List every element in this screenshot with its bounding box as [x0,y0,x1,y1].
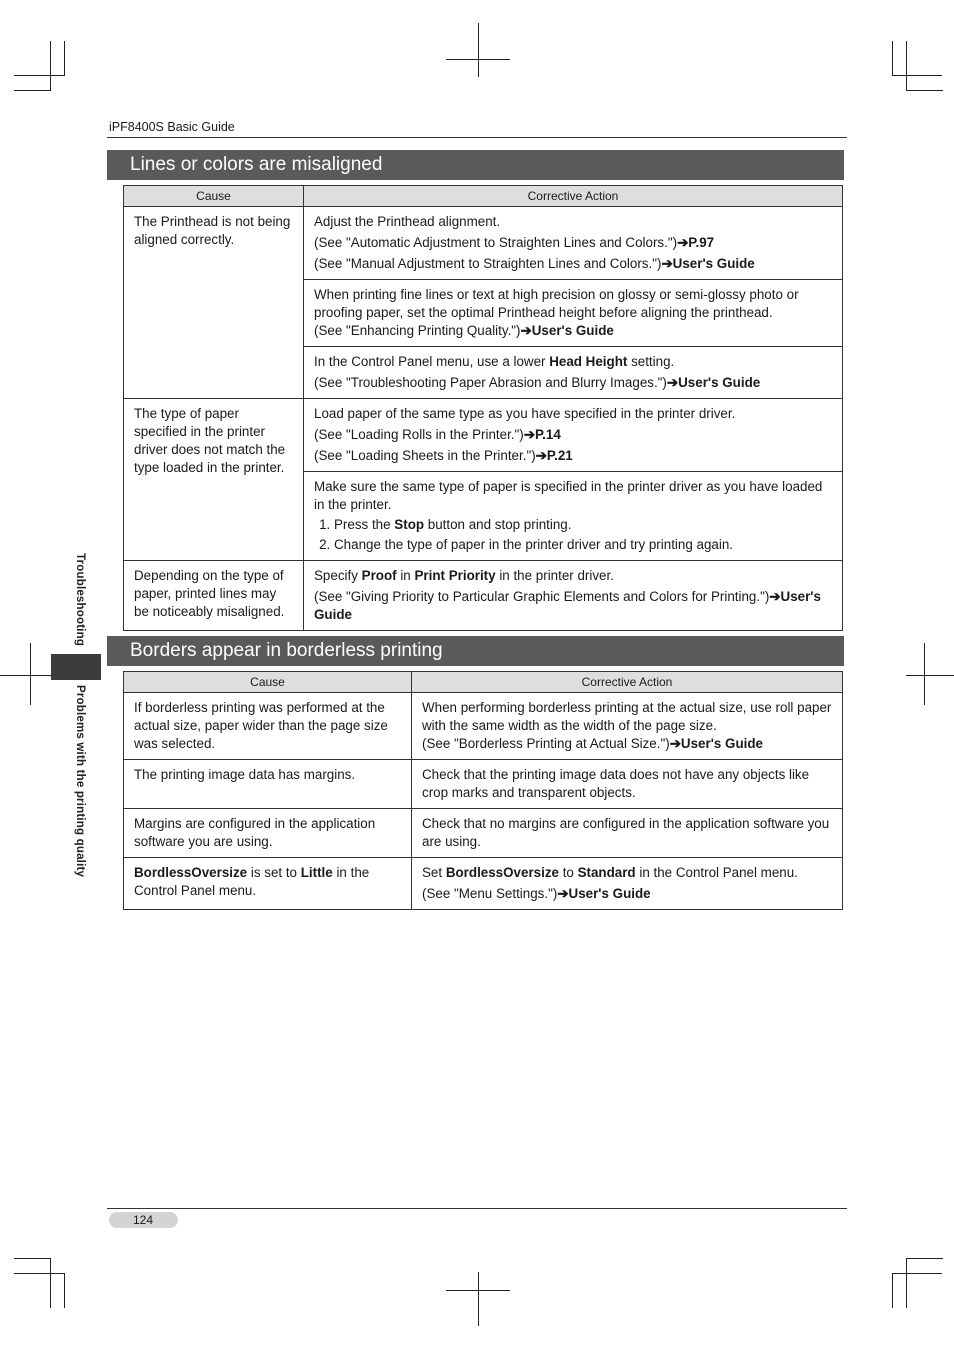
side-tab-marker [51,654,101,680]
action-text: Load paper of the same type as you have specified in the printer driver. [314,406,736,421]
guide-reference-link[interactable]: User's Guide [672,256,755,271]
guide-title: iPF8400S Basic Guide [109,120,235,134]
cause-cell: Margins are configured in the application software you are using. [124,809,412,858]
table-row [124,760,843,809]
header-divider [107,137,847,138]
action-cell [304,347,843,399]
reference-line: (See "Loading Sheets in the Printer.")➔P.21 [314,448,573,463]
right-arrow-icon: ➔ [661,256,673,271]
column-header-action: Corrective Action [412,672,843,693]
action-cell [304,207,843,280]
action-text: Specify Proof in Print Priority in the printer driver. [314,568,614,583]
right-arrow-icon: ➔ [535,448,547,463]
right-arrow-icon: ➔ [669,736,681,751]
action-cell [304,561,843,631]
right-arrow-icon: ➔ [557,886,569,901]
misaligned-table [123,185,843,631]
page-number: 124 [109,1212,178,1228]
cause-cell: BordlessOversize is set to Little in the Control Panel menu. [124,858,412,910]
table-header-row [124,672,843,693]
action-text: Adjust the Printhead alignment. [314,214,501,229]
action-text: Make sure the same type of paper is specified in the printer driver as you have loaded in the printer. [314,479,823,512]
table-row [124,809,843,858]
right-arrow-icon: ➔ [666,375,679,390]
side-section-label: Problems with the printing quality [74,685,86,878]
section-title-misaligned: Lines or colors are misaligned [107,150,844,180]
reference-line: (See "Troubleshooting Paper Abrasion and Blurry Images.")➔User's Guide [314,375,761,390]
right-arrow-icon: ➔ [520,323,532,338]
table-row [124,399,843,472]
reference-line: (See "Loading Rolls in the Printer.")➔P.14 [314,427,561,442]
guide-reference-link[interactable]: User's Guide [314,589,821,622]
action-cell [412,693,843,760]
reference-line: (See "Enhancing Printing Quality.")➔User's Guide [314,323,614,338]
page-reference-link[interactable]: P.97 [688,235,715,250]
reference-line: (See "Automatic Adjustment to Straighten Lines and Colors.")➔P.97 [314,235,715,250]
reference-line: (See "Manual Adjustment to Straighten Lines and Colors.")➔User's Guide [314,256,755,271]
action-cell: Check that no margins are configured in the application software you are using. [412,809,843,858]
action-cell [304,472,843,561]
reference-line: (See "Borderless Printing at Actual Size.")➔User's Guide [422,736,763,751]
table-row [124,561,843,631]
action-cell [304,399,843,472]
guide-reference-link[interactable]: User's Guide [531,323,614,338]
action-text: Set BordlessOversize to Standard in the Control Panel menu. [422,865,798,880]
table-row [124,858,843,910]
page-reference-link[interactable]: P.21 [546,448,573,463]
footer-divider [107,1208,847,1209]
guide-reference-link[interactable]: User's Guide [678,375,761,390]
action-cell [304,280,843,347]
column-header-cause: Cause [124,672,412,693]
table-header-row [124,186,843,207]
section-title-borders: Borders appear in borderless printing [107,636,844,666]
guide-reference-link[interactable]: User's Guide [568,886,651,901]
cause-cell: Depending on the type of paper, printed lines may be noticeably misaligned. [124,561,304,631]
reference-line: (See "Giving Priority to Particular Graphic Elements and Colors for Printing.")➔User's Guide [314,589,821,622]
right-arrow-icon: ➔ [677,235,689,250]
action-text: When printing fine lines or text at high precision on glossy or semi-glossy photo or proofing paper, set the optimal Printhead height before aligning the printhead. [314,287,799,320]
right-arrow-icon: ➔ [523,427,535,442]
borders-table [123,671,843,910]
action-text: In the Control Panel menu, use a lower Head Height setting. [314,354,675,369]
cause-cell: If borderless printing was performed at the actual size, paper wider than the page size was selected. [124,693,412,760]
column-header-cause: Cause [124,186,304,207]
cause-cell: The Printhead is not being aligned correctly. [124,207,304,399]
page-reference-link[interactable]: P.14 [534,427,561,442]
action-cell: Check that the printing image data does not have any objects like crop marks and transparent objects. [412,760,843,809]
cause-cell: The type of paper specified in the printer driver does not match the type loaded in the printer. [124,399,304,561]
side-chapter-label: Troubleshooting [74,553,86,647]
cause-cell: The printing image data has margins. [124,760,412,809]
column-header-action: Corrective Action [304,186,843,207]
action-text: When performing borderless printing at the actual size, use roll paper with the same width as the width of the page size. [422,700,832,733]
step-item: 2. Change the type of paper in the printer driver and try printing again. [334,536,833,554]
step-item: 1. Press the Stop button and stop printing. [334,516,833,534]
right-arrow-icon: ➔ [769,589,781,604]
table-row [124,693,843,760]
step-list [314,516,833,554]
guide-reference-link[interactable]: User's Guide [680,736,763,751]
table-row [124,207,843,280]
action-cell [412,858,843,910]
reference-line: (See "Menu Settings.")➔User's Guide [422,886,651,901]
